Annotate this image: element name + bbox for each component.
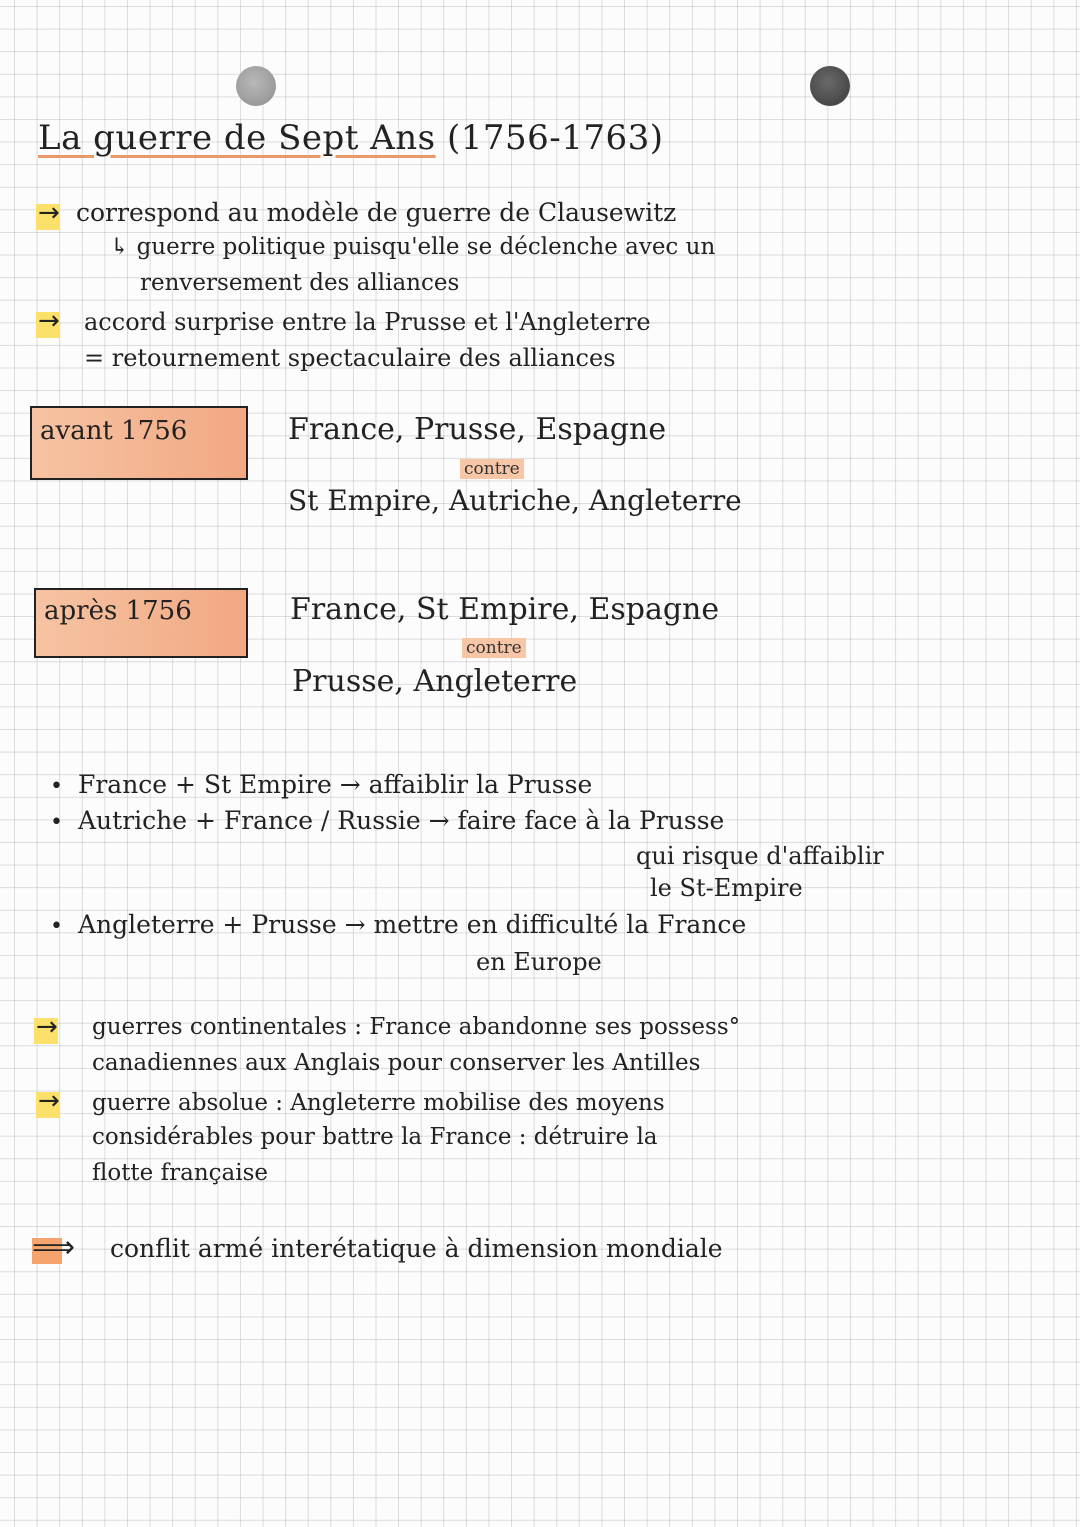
before-side-a: France, Prusse, Espagne	[288, 412, 667, 447]
bullet-icon: •	[50, 810, 63, 835]
intro-line-2-sub: = retournement spectaculaire des alliances	[84, 344, 616, 372]
goal-2-cont-2: le St-Empire	[650, 874, 803, 902]
goal-1-what: affaiblir la Prusse	[368, 770, 593, 799]
arrow-icon: →	[36, 1012, 58, 1042]
wars-line-1b: canadiennes aux Anglais pour conserver les Antilles	[92, 1050, 701, 1076]
wars-line-2c: flotte française	[92, 1160, 268, 1186]
wars-line-2a: guerre absolue : Angleterre mobilise des moyens	[92, 1090, 665, 1116]
intro-line-1-sub-a: ↳ guerre politique puisqu'elle se déclenche avec un	[110, 234, 716, 260]
bullet-icon: •	[50, 914, 63, 939]
after-label: après 1756	[44, 596, 192, 626]
after-side-b: Prusse, Angleterre	[292, 664, 578, 699]
after-side-a: France, St Empire, Espagne	[290, 592, 720, 627]
bullet-icon: •	[50, 774, 63, 799]
double-arrow-icon: ⟹	[32, 1230, 76, 1265]
intro-line-1-sub-b: renversement des alliances	[140, 270, 460, 296]
intro-line-1: correspond au modèle de guerre de Clausewitz	[76, 198, 677, 227]
arrow-icon: →	[344, 910, 366, 939]
arrow-icon: →	[38, 1086, 60, 1116]
wars-line-2b: considérables pour battre la France : détruire la	[92, 1124, 658, 1150]
before-side-b: St Empire, Autriche, Angleterre	[288, 484, 742, 517]
wars-line-1a: guerres continentales : France abandonne ses possess°	[92, 1014, 741, 1040]
arrow-icon: →	[339, 770, 361, 799]
goal-2-who: Autriche + France / Russie	[78, 806, 421, 835]
punch-hole-left	[236, 66, 276, 106]
goal-3-what: mettre en difficulté la France	[373, 910, 747, 939]
arrow-icon: →	[428, 806, 450, 835]
goal-2	[78, 806, 724, 835]
goal-1	[78, 770, 592, 799]
arrow-icon: →	[38, 198, 60, 228]
conclusion-text: conflit armé interétatique à dimension mondiale	[110, 1234, 723, 1263]
goal-2-cont-1: qui risque d'affaiblir	[636, 842, 884, 870]
punch-hole-right	[810, 66, 850, 106]
goal-2-what: faire face à la Prusse	[457, 806, 725, 835]
goal-3-cont-1: en Europe	[476, 948, 602, 976]
goal-3	[78, 910, 746, 939]
label-box-before	[30, 406, 248, 480]
after-contre: contre	[462, 638, 526, 658]
before-contre: contre	[460, 459, 524, 479]
page-title	[38, 118, 664, 158]
title-years: (1756-1763)	[446, 118, 664, 158]
intro-line-2: accord surprise entre la Prusse et l'Angleterre	[84, 308, 651, 336]
arrow-icon: →	[38, 306, 60, 336]
label-box-after	[34, 588, 248, 658]
title-main: La guerre de Sept Ans	[38, 118, 436, 158]
goal-3-who: Angleterre + Prusse	[78, 910, 337, 939]
before-label: avant 1756	[40, 416, 188, 446]
goal-1-who: France + St Empire	[78, 770, 332, 799]
